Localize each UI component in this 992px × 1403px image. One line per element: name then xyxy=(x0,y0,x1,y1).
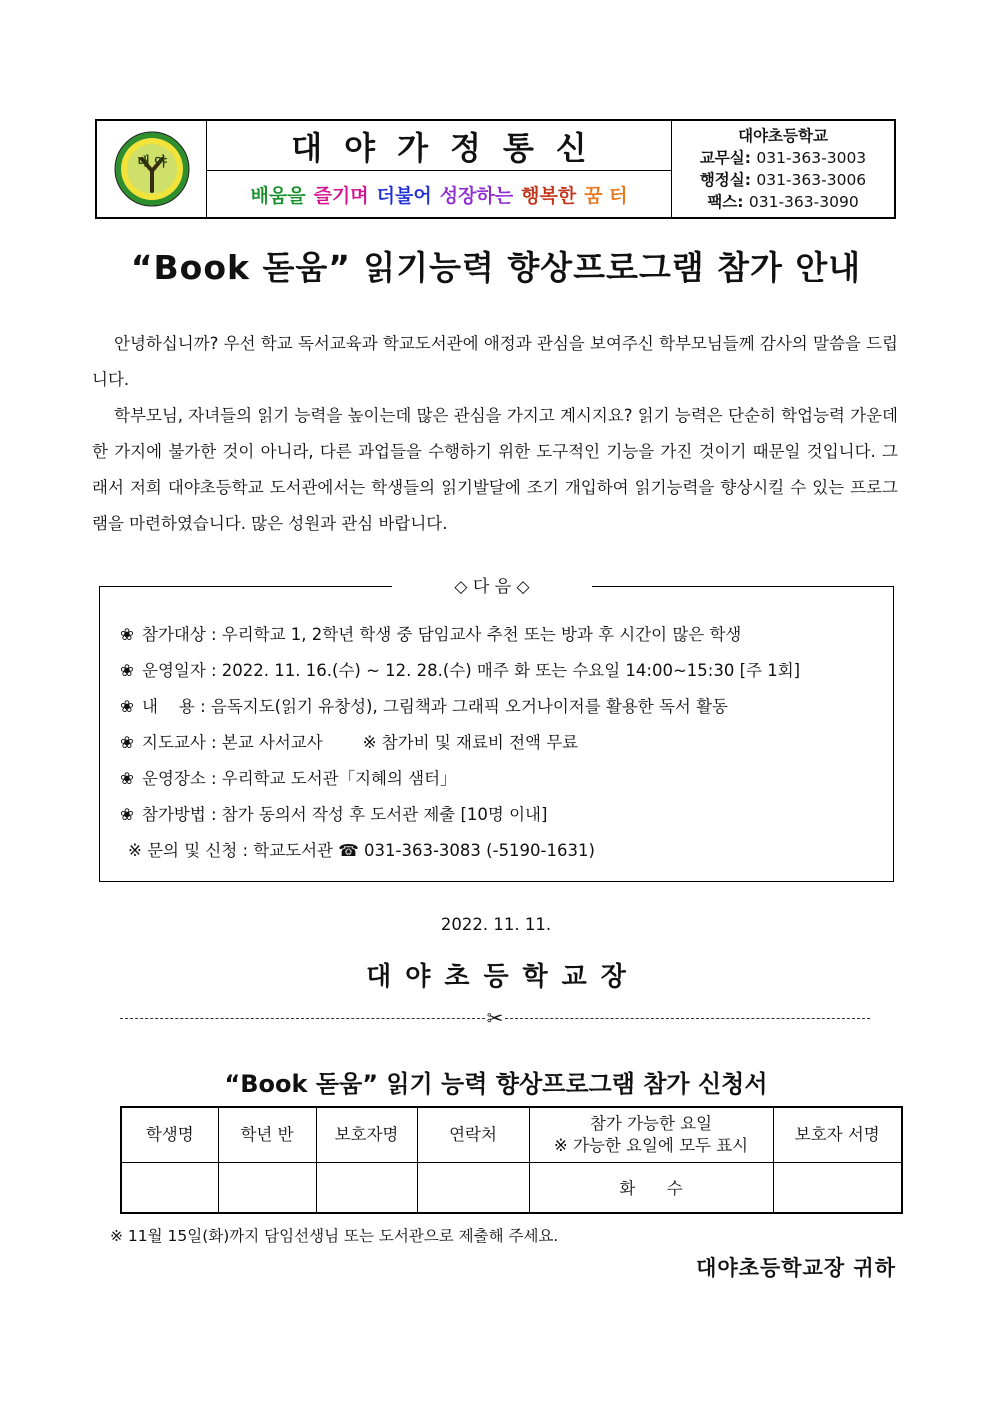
school-logo-cell xyxy=(97,121,207,217)
intro-paragraph: 안녕하십니까? 우선 학교 독서교육과 학교도서관에 애정과 관심을 보여주신 학부모님들께 감사의 말씀을 드립니다. xyxy=(92,334,898,389)
notice-item-target: ❀ 참가대상 : 우리학교 1, 2학년 학생 중 담임교사 추천 또는 방과 후 시간이 많은 학생 xyxy=(120,619,800,655)
dashed-line xyxy=(505,1018,870,1019)
title-cell xyxy=(207,121,672,217)
intro-paragraph: 학부모님, 자녀들의 읽기 능력을 높이는데 많은 관심을 가지고 계시지요? 읽기 능력은 단순히 학업능력 가운데 한 가지에 불가한 것이 아니라, 다른 과업들을 수행하기 위한 도구적인 기능을 가진 것이기 때문일 것입니다. 그래서 저희 대야초등학교 도서관에서는 학생들의 읽기발달에 조기 개입하여 읽기능력을 향상시킬 수 있는 프로그램을 마련하였습니다. 많은 성원과 관심 바랍니다. xyxy=(92,406,898,533)
logo-text: 대 야 xyxy=(136,155,167,170)
dashed-line xyxy=(120,1018,485,1019)
contact-number: 031-363-3090 xyxy=(748,193,859,211)
issue-date: 2022. 11. 11. xyxy=(440,915,552,934)
motto-word: 행복한 xyxy=(521,184,577,207)
flower-bullet-icon: ❀ xyxy=(120,697,134,716)
principal-signature: 대야초등학교장 xyxy=(366,962,640,992)
header-contact: 연락처 xyxy=(417,1107,529,1162)
scissors-icon: ✂ xyxy=(486,1006,504,1030)
form-title: “Book 돋움” 읽기 능력 향상프로그램 참가 신청서 xyxy=(224,1070,768,1098)
notice-items xyxy=(120,619,800,871)
cut-line xyxy=(120,1006,870,1030)
flower-bullet-icon: ❀ xyxy=(120,769,134,788)
contact-number: 031-363-3006 xyxy=(756,171,867,189)
contact-label: 팩스: xyxy=(707,193,744,211)
notice-title: ◇ 다 음 ◇ xyxy=(392,573,592,601)
newsletter-header xyxy=(95,119,896,219)
form-deadline-note: ※ 11월 15일(화)까지 담임선생님 또는 도서관으로 제출해 주세요. xyxy=(110,1227,559,1245)
signature-cell[interactable] xyxy=(773,1162,902,1213)
motto-word: 꿈 터 xyxy=(584,184,628,207)
notice-inquiry: ※ 문의 및 신청 : 학교도서관 ☎ 031-363-3083 (-5190-1631) xyxy=(128,841,595,860)
guardian-name-cell[interactable] xyxy=(316,1162,417,1213)
newsletter-title: 대야가정통신 xyxy=(207,121,671,171)
notice-item-schedule: ❀ 운영일자 : 2022. 11. 16.(수) ~ 12. 28.(수) 매주 화 또는 수요일 14:00~15:30 [주 1회] xyxy=(120,655,800,691)
header-guardian-name: 보호자명 xyxy=(316,1107,417,1162)
flower-bullet-icon: ❀ xyxy=(120,733,134,752)
contact-cell[interactable] xyxy=(417,1162,529,1213)
application-form-table xyxy=(120,1106,903,1214)
school-name: 대야초등학교 xyxy=(738,127,828,145)
motto-word: 더불어 xyxy=(376,184,432,207)
motto-word: 배움을 xyxy=(250,184,306,207)
page-title: “Book 돋움” 읽기능력 향상프로그램 참가 안내 xyxy=(130,248,862,287)
table-row xyxy=(121,1162,902,1213)
header-grade-class: 학년 반 xyxy=(218,1107,316,1162)
school-logo-icon xyxy=(112,129,192,209)
contact-number: 031-363-3003 xyxy=(756,149,867,167)
table-header-row xyxy=(121,1107,902,1162)
contact-label: 교무실: xyxy=(699,149,751,167)
available-days-cell[interactable]: 화 수 xyxy=(529,1162,773,1213)
flower-bullet-icon: ❀ xyxy=(120,805,134,824)
contact-label: 행정실: xyxy=(699,171,751,189)
notice-item-method: ❀ 참가방법 : 참가 동의서 작성 후 도서관 제출 [10명 이내] xyxy=(120,799,800,835)
contact-cell xyxy=(672,121,894,217)
notice-item-content: ❀ 내 용 : 음독지도(읽기 유창성), 그림책과 그래픽 오거나이저를 활용한 독서 활동 xyxy=(120,691,800,727)
notice-box xyxy=(99,577,894,882)
header-available-days: 참가 가능한 요일 ※ 가능한 요일에 모두 표시 xyxy=(529,1107,773,1162)
flower-bullet-icon: ❀ xyxy=(120,661,134,680)
header-student-name: 학생명 xyxy=(121,1107,218,1162)
notice-item-place: ❀ 운영장소 : 우리학교 도서관「지혜의 샘터」 xyxy=(120,763,800,799)
fee-note: ※ 참가비 및 재료비 전액 무료 xyxy=(362,733,579,752)
student-name-cell[interactable] xyxy=(121,1162,218,1213)
addressee: 대야초등학교장 귀하 xyxy=(696,1256,896,1280)
contact-line-fax xyxy=(707,191,858,213)
flower-bullet-icon: ❀ xyxy=(120,625,134,644)
school-motto xyxy=(207,171,671,217)
contact-line-admin xyxy=(700,169,866,191)
notice-item-teacher: ❀ 지도교사 : 본교 사서교사 ※ 참가비 및 재료비 전액 무료 xyxy=(120,727,800,763)
motto-word: 성장하는 xyxy=(439,184,514,207)
grade-class-cell[interactable] xyxy=(218,1162,316,1213)
intro-text xyxy=(92,326,898,542)
header-guardian-signature: 보호자 서명 xyxy=(773,1107,902,1162)
motto-word: 즐기며 xyxy=(313,184,369,207)
contact-line-office xyxy=(700,147,866,169)
